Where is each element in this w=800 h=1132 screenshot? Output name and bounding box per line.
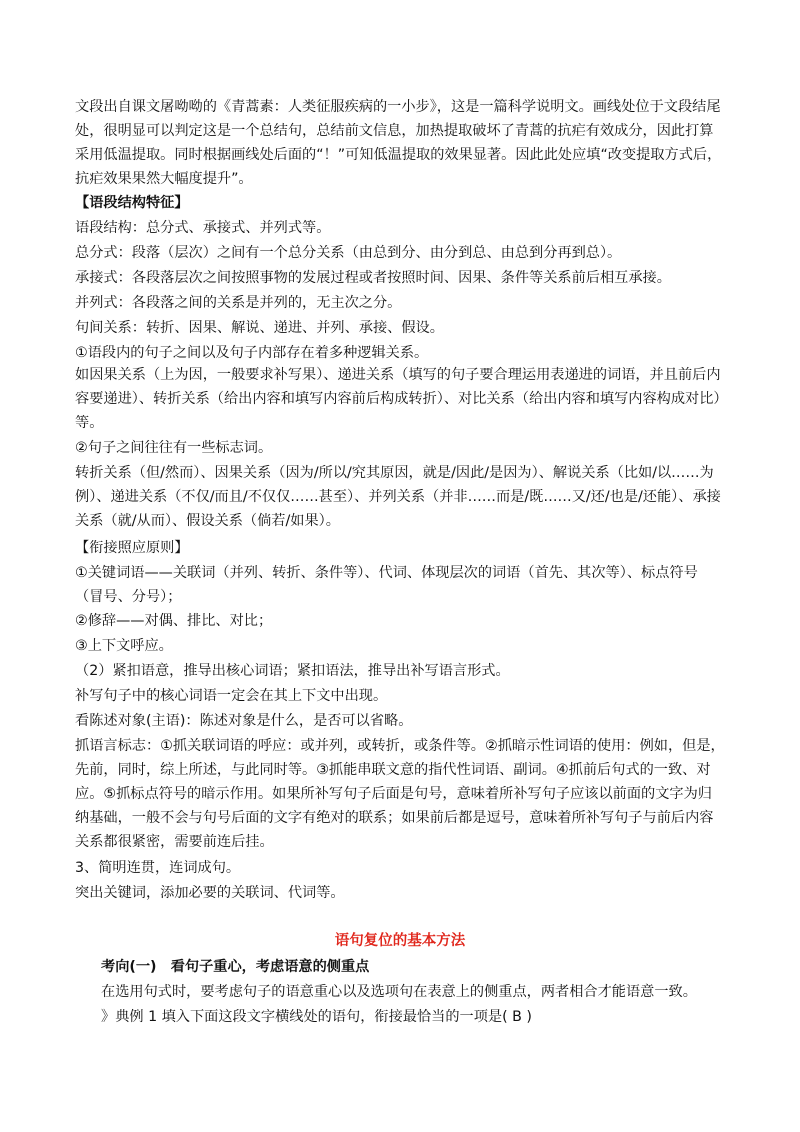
context-line: ③上下文呼应。 xyxy=(75,638,173,654)
rhetoric-line: ②修辞——对偶、排比、对比； xyxy=(75,613,273,629)
core-line: 补写句子中的核心词语一定会在其上下文中出现。 xyxy=(75,688,388,704)
step2-line: （2）紧扣语意，推导出核心词语；紧扣语法，推导出补写语言形式。 xyxy=(75,663,510,679)
direction1-heading: 考向(一) 看句子重心，考虑语意的侧重点 xyxy=(101,959,370,975)
heading-structure: 【语段结构特征】 xyxy=(75,195,189,211)
subject-line: 看陈述对象(主语)：陈述对象是什么，是否可以省略。 xyxy=(75,713,413,729)
intro-paragraph: 文段出自课文屠呦呦的《青蒿素：人类征服疾病的一小步》，这是一篇科学说明文。画线处位于文段结尾处，很明显可以判定这是一个总结句，总结前文信息，加热提取破坏了青蒿的抗疟有效成分，因此打算采用低温提取。同时根据画线处后面的“！”可知低温提取的效果显著。因此此处应填“改变提取方式后，抗疟效果果然大幅度提升”。 xyxy=(75,99,722,187)
point1-line: ①语段内的句子之间以及句子内部存在着多种逻辑关系。 xyxy=(75,345,429,361)
direction1-detail: 在选用句式时，要考虑句子的语意重心以及选项句在表意上的侧重点，两者相合才能语意一致。 xyxy=(101,984,697,1000)
example-relations-paragraph: 如因果关系（上为因，一般要求补写果）、递进关系（填写的句子要合理运用表递进的词语，并且前后内容要递进）、转折关系（给出内容和填写内容前后构成转折）、对比关系（给出内容和填写内容构成对比）等。 xyxy=(75,367,721,431)
keywords-paragraph: ①关键词语——关联词（并列、转折、条件等）、代词、体现层次的词语（首先、其次等）、标点符号（冒号、分号）； xyxy=(75,565,698,605)
chengjie-line: 承接式：各段落层次之间按照事物的发展过程或者按照时间、因果、条件等关系前后相互承接。 xyxy=(75,270,671,286)
markers-paragraph: 转折关系（但/然而）、因果关系（因为/所以/究其原因，就是/因此/是因为）、解说关系（比如/以……为例）、递进关系（不仅/而且/不仅仅……甚至）、并列关系（并非……而是/既……又/还/也是/还能）、承接关系（就/从而）、假设关系（倘若/如果）。 xyxy=(75,465,721,529)
flags-paragraph: 抓语言标志：①抓关联词语的呼应：或并列，或转折，或条件等。②抓暗示性词语的使用：例如，但是，先前，同时，综上所述，与此同时等。③抓能串联文意的指代性词语、副词。④抓前后句式的一致、对应。⑤抓标点符号的暗示作用。如果所补写句子后面是句号，意味着所补写句子应该以前面的文字为归纳基础，一般不会与句号后面的文字有绝对的联系；如果前后都是逗号，意味着所补写句子与前后内容关系都很紧密，需要前连后挂。 xyxy=(75,738,725,850)
section-title: 语句复位的基本方法 xyxy=(334,933,466,949)
step3-line: 3、简明连贯，连词成句。 xyxy=(75,860,241,876)
relations-line: 句间关系：转折、因果、解说、递进、并列、承接、假设。 xyxy=(75,320,444,336)
example1-line: 》典例 1 填入下面这段文字横线处的语句，衔接最恰当的一项是( B ) xyxy=(101,1009,532,1025)
heading-principle: 【衔接照应原则】 xyxy=(75,540,189,556)
point2-line: ②句子之间往往有一些标志词。 xyxy=(75,440,273,456)
step3-detail-line: 突出关键词，添加必要的关联词、代词等。 xyxy=(75,885,345,901)
zongfen-line: 总分式：段落（层次）之间有一个总分关系（由总到分、由分到总、由总到分再到总）。 xyxy=(75,245,622,261)
binglie-line: 并列式：各段落之间的关系是并列的，无主次之分。 xyxy=(75,295,402,311)
structure-line: 语段结构：总分式、承接式、并列式等。 xyxy=(75,220,331,236)
